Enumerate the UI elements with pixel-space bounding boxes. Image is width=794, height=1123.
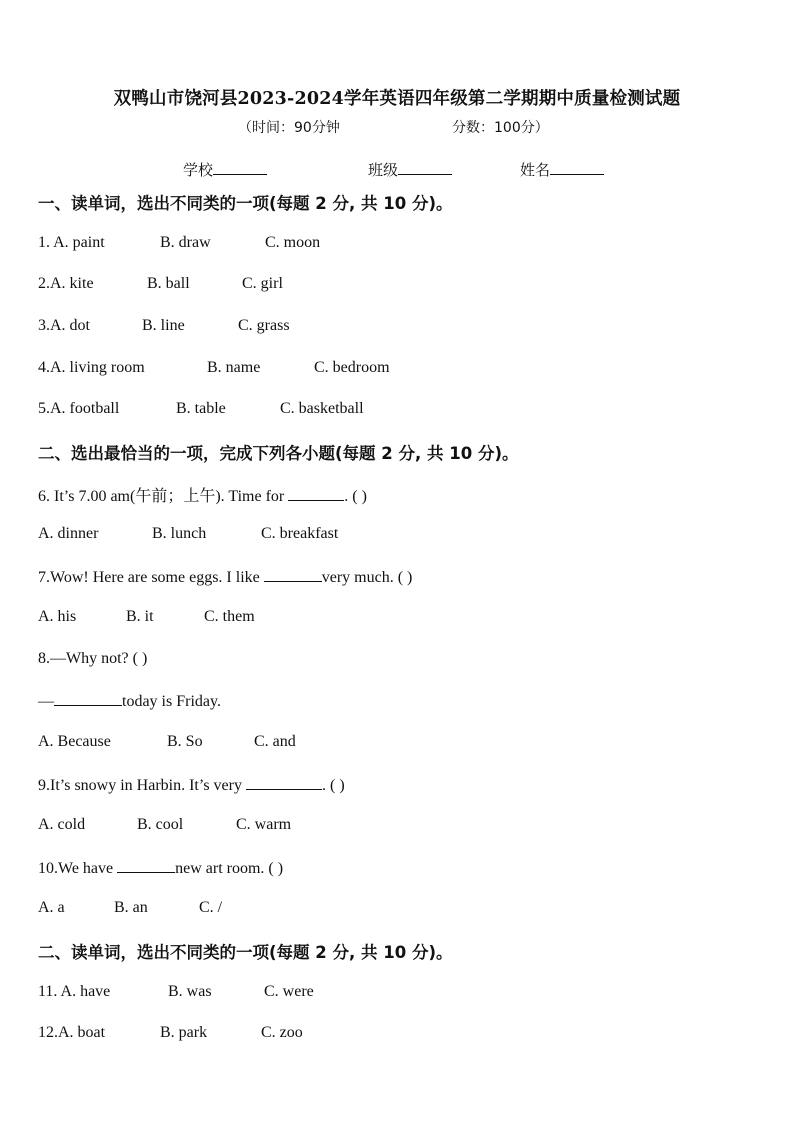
q6-answer-blank[interactable] — [288, 486, 344, 501]
q9-stem-start: 9.It’s snowy in Harbin. It’s very — [38, 777, 242, 794]
question-9 — [38, 775, 345, 795]
class-field[interactable] — [368, 159, 452, 180]
q2-option-c[interactable]: C. girl — [242, 275, 283, 292]
q7-option-c[interactable]: C. them — [204, 608, 255, 625]
q7-answer-blank[interactable] — [264, 567, 322, 582]
q6-stem-end: . ( ) — [344, 488, 367, 505]
name-blank[interactable] — [550, 160, 604, 175]
q9-stem-end: . ( ) — [321, 777, 345, 794]
q5-option-c[interactable]: C. basketball — [280, 400, 364, 417]
q3-option-b[interactable]: B. line — [142, 317, 185, 334]
question-10 — [38, 858, 283, 878]
q5-option-b[interactable]: B. table — [176, 400, 226, 417]
q7-option-a[interactable]: A. his — [38, 608, 77, 625]
exam-meta — [0, 117, 794, 137]
class-blank[interactable] — [398, 160, 452, 175]
q3-option-c[interactable]: C. grass — [238, 317, 290, 334]
q10-option-a[interactable]: A. a — [38, 899, 65, 916]
q9-answer-blank[interactable] — [246, 775, 322, 790]
exam-time: （时间：90分钟 — [238, 120, 340, 136]
exam-title: 双鸭山市饶河县2023-2024学年英语四年级第二学期期中质量检测试题 — [113, 89, 681, 109]
q2-option-b[interactable]: B. ball — [147, 275, 190, 292]
q1-option-b[interactable]: B. draw — [160, 234, 211, 251]
q8-option-b[interactable]: B. So — [167, 733, 203, 750]
q10-stem-end: new art room. ( ) — [175, 860, 284, 877]
q12-option-b[interactable]: B. park — [160, 1024, 208, 1041]
q2-option-a[interactable]: 2.A. kite — [38, 275, 94, 292]
q9-option-a[interactable]: A. cold — [38, 816, 86, 833]
q4-option-c[interactable]: C. bedroom — [314, 359, 390, 376]
q10-stem-start: 10.We have — [38, 860, 114, 877]
school-field[interactable] — [183, 159, 267, 180]
school-label: 学校 — [183, 161, 214, 179]
name-label: 姓名 — [520, 161, 551, 179]
question-8-response — [38, 691, 221, 711]
q4-option-b[interactable]: B. name — [207, 359, 261, 376]
school-blank[interactable] — [213, 160, 267, 175]
q8-answer-blank[interactable] — [54, 691, 122, 706]
q6-option-a[interactable]: A. dinner — [38, 525, 99, 542]
q12-option-c[interactable]: C. zoo — [261, 1024, 303, 1041]
q11-option-a[interactable]: 11. A. have — [38, 983, 111, 1000]
q3-option-a[interactable]: 3.A. dot — [38, 317, 90, 334]
q1-option-a[interactable]: 1. A. paint — [38, 234, 105, 251]
q7-stem-start: 7.Wow! Here are some eggs. I like — [38, 569, 260, 586]
section-3-heading: 二、读单词，选出不同类的一项(每题 2 分, 共 10 分)。 — [38, 943, 453, 962]
q6-stem-start: 6. It’s 7.00 am(午前；上午). Time for — [38, 488, 285, 505]
q10-answer-blank[interactable] — [117, 858, 175, 873]
q4-option-a[interactable]: 4.A. living room — [38, 359, 145, 376]
q9-option-c[interactable]: C. warm — [236, 816, 292, 833]
student-info-row — [0, 159, 794, 181]
q11-option-c[interactable]: C. were — [264, 983, 314, 1000]
q11-option-b[interactable]: B. was — [168, 983, 212, 1000]
question-7 — [38, 567, 412, 587]
question-8: 8.—Why not? ( ) — [38, 650, 148, 667]
q7-option-b[interactable]: B. it — [126, 608, 154, 625]
section-2-heading: 二、选出最恰当的一项，完成下列各小题(每题 2 分, 共 10 分)。 — [38, 444, 519, 463]
question-6 — [38, 483, 367, 506]
exam-score: 分数：100分） — [452, 120, 549, 136]
q8-option-c[interactable]: C. and — [254, 733, 296, 750]
q1-option-c[interactable]: C. moon — [265, 234, 321, 251]
section-1-heading: 一、读单词，选出不同类的一项(每题 2 分, 共 10 分)。 — [38, 194, 453, 213]
class-label: 班级 — [368, 161, 399, 179]
q9-option-b[interactable]: B. cool — [137, 816, 184, 833]
q8-dash: — — [38, 693, 54, 710]
q8-stem-end: today is Friday. — [122, 693, 221, 710]
q10-option-b[interactable]: B. an — [114, 899, 148, 916]
q12-option-a[interactable]: 12.A. boat — [38, 1024, 106, 1041]
q6-option-c[interactable]: C. breakfast — [261, 525, 339, 542]
q6-option-b[interactable]: B. lunch — [152, 525, 207, 542]
q10-option-c[interactable]: C. / — [199, 899, 223, 916]
q7-stem-end: very much. ( ) — [321, 569, 413, 586]
q5-option-a[interactable]: 5.A. football — [38, 400, 120, 417]
name-field[interactable] — [520, 159, 604, 180]
q8-option-a[interactable]: A. Because — [38, 733, 111, 750]
